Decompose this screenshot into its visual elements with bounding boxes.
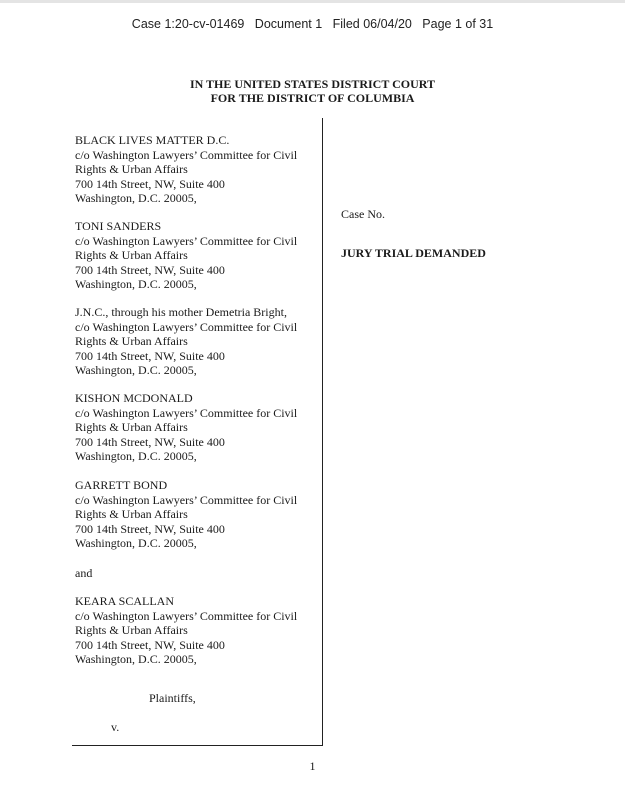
court-title	[0, 77, 625, 105]
party-name: KEARA SCALLAN	[75, 594, 175, 608]
party-name: GARRETT BOND	[75, 478, 168, 492]
party-block	[75, 305, 297, 378]
party-address-line: 700 14th Street, NW, Suite 400	[75, 176, 225, 191]
party-address-line: 700 14th Street, NW, Suite 400	[75, 637, 225, 652]
party-name: KISHON MCDONALD	[75, 391, 193, 405]
party-address-line: c/o Washington Lawyers’ Committee for Civil	[75, 608, 298, 623]
party-block	[75, 133, 297, 206]
party-address-line: Washington, D.C. 20005,	[75, 449, 197, 463]
party-block	[75, 219, 297, 292]
party-address-line: Rights & Urban Affairs	[75, 623, 188, 637]
party-address-line: 700 14th Street, NW, Suite 400	[75, 348, 225, 363]
party-address-line: 700 14th Street, NW, Suite 400	[75, 521, 225, 536]
party-address-line: 700 14th Street, NW, Suite 400	[75, 434, 225, 449]
party-name: TONI SANDERS	[75, 219, 162, 233]
header-document: Document 1	[254, 17, 323, 31]
header-case: Case 1:20-cv-01469	[131, 17, 245, 31]
party-address-line: c/o Washington Lawyers’ Committee for Civil	[75, 492, 298, 507]
case-number-label: Case No.	[341, 207, 385, 221]
party-address-line: Rights & Urban Affairs	[75, 248, 188, 262]
party-address-line: Rights & Urban Affairs	[75, 507, 188, 521]
party-name: BLACK LIVES MATTER D.C.	[75, 133, 230, 147]
party-address-line: Rights & Urban Affairs	[75, 334, 188, 348]
top-border	[0, 0, 625, 3]
party-block	[75, 478, 297, 551]
party-address-line: Rights & Urban Affairs	[75, 162, 188, 176]
party-name: J.N.C., through his mother Demetria Bright,	[75, 305, 287, 319]
party-address-line: c/o Washington Lawyers’ Committee for Civil	[75, 405, 298, 420]
party-address-line: c/o Washington Lawyers’ Committee for Civil	[75, 233, 298, 248]
ecf-header	[0, 17, 625, 31]
plaintiffs-label: Plaintiffs,	[149, 691, 196, 705]
party-address-line: Washington, D.C. 20005,	[75, 277, 197, 291]
party-address-line: Washington, D.C. 20005,	[75, 191, 197, 205]
header-page: Page 1 of 31	[422, 17, 494, 31]
party-address-line: Washington, D.C. 20005,	[75, 652, 197, 666]
party-address-line: c/o Washington Lawyers’ Committee for Civil	[75, 147, 298, 162]
party-block	[75, 594, 297, 667]
and-text: and	[75, 566, 93, 580]
party-address-line: Rights & Urban Affairs	[75, 420, 188, 434]
party-address-line: 700 14th Street, NW, Suite 400	[75, 262, 225, 277]
party-address-line: Washington, D.C. 20005,	[75, 536, 197, 550]
header-filed: Filed 06/04/20	[332, 17, 412, 31]
court-line-2: FOR THE DISTRICT OF COLUMBIA	[210, 91, 415, 105]
court-line-1: IN THE UNITED STATES DISTRICT COURT	[189, 77, 436, 91]
party-address-line: Washington, D.C. 20005,	[75, 363, 197, 377]
party-block	[75, 391, 297, 464]
versus-label: v.	[111, 720, 120, 734]
jury-trial-demand: JURY TRIAL DEMANDED	[341, 246, 486, 260]
party-address-line: c/o Washington Lawyers’ Committee for Civil	[75, 319, 298, 334]
page-number: 1	[309, 759, 316, 773]
